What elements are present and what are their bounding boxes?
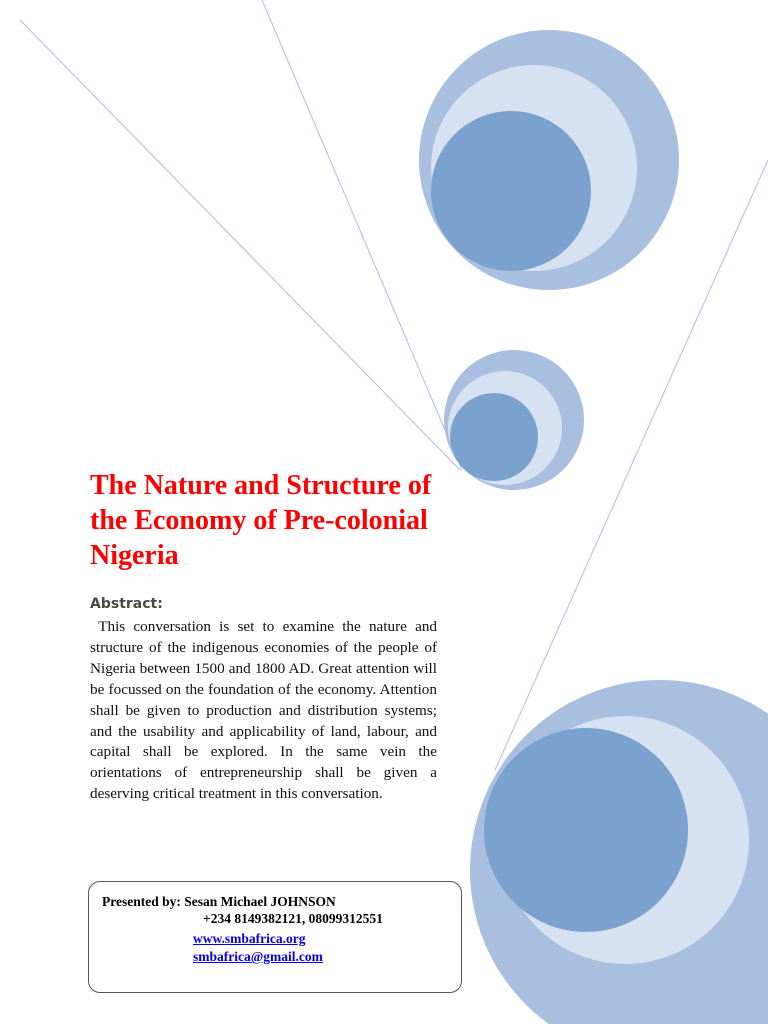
email-link[interactable]: smbafrica@gmail.com [193,949,323,964]
website-link[interactable]: www.smbafrica.org [193,931,306,946]
small-circle-middle [444,350,584,490]
presenter-line [102,894,336,910]
presenter-name: Sesan Michael JOHNSON [184,894,336,909]
abstract-body [90,617,437,805]
document-title: The Nature and Structure of the Economy of Pre-colonial Nigeria [90,470,432,571]
phone-numbers: +234 8149382121, 08099312551 [203,911,383,926]
contact-box [88,881,462,993]
large-circle-bottom [470,680,768,1024]
presented-by-label: Presented by: [102,894,181,909]
large-circle-top [419,30,679,290]
diagonal-line-2 [262,0,462,470]
abstract-text: This conversation is set to examine the nature and structure of the indigenous economies of the people of Nigeria between 1500 and 1800 AD. Great attention will be focussed on the foundation of the economy. Attention shall be given to production and distribution systems; and the usability and applicability of land, labour, and capital shall be explored. In the same vein the orientations of entrepreneurship shall be given a deserving critical treatment in this conversation. [90,618,438,803]
abstract-heading: Abstract: [90,596,163,612]
diagonal-line-1 [20,20,460,470]
